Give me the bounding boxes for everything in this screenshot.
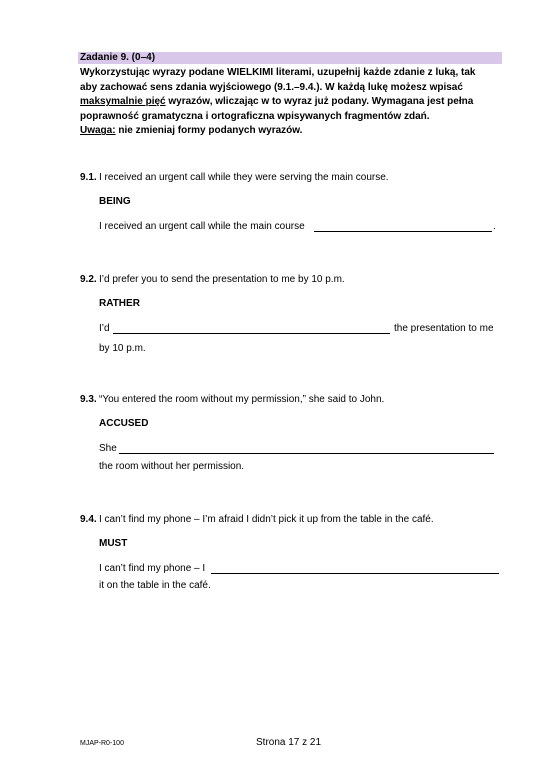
document-code: MJAP-R0-100	[80, 740, 124, 747]
question-number: 9.1.	[80, 172, 97, 183]
question-keyword: ACCUSED	[99, 418, 149, 429]
instruction-line: maksymalnie pięć wyrazów, wliczając w to wyraz już podany. Wymagana jest pełna	[80, 96, 474, 108]
question-keyword: BEING	[99, 196, 131, 207]
gap-text-after: the presentation to me	[394, 323, 494, 334]
question-number: 9.4.	[80, 514, 97, 525]
instruction-line: aby zachować sens zdania wyjściowego (9.1.–9.4.). W każdą lukę możesz wpisać	[80, 81, 463, 93]
instruction-line: poprawność gramatyczna i ortograficzna wpisywanych fragmentów zdań.	[80, 110, 430, 122]
question-number: 9.2.	[80, 274, 97, 285]
gap-text-after: .	[493, 221, 496, 232]
question-sentence: I’d prefer you to send the presentation to me by 10 p.m.	[99, 274, 345, 285]
note-label: Uwaga:	[80, 125, 116, 137]
instruction-line: Wykorzystując wyrazy podane WIELKIMI literami, uzupełnij każde zdanie z luką, tak	[80, 67, 476, 78]
gap-text-before: I can’t find my phone – I	[99, 563, 206, 574]
task-instructions	[80, 66, 500, 139]
gap-text-before: She	[99, 443, 117, 454]
page-number: Strona 17 z 21	[256, 737, 322, 748]
question-sentence: I can’t find my phone – I’m afraid I didn’t pick it up from the table in the café.	[99, 514, 434, 525]
instruction-note: Uwaga: nie zmieniaj formy podanych wyrazów.	[80, 125, 303, 137]
question-keyword: MUST	[99, 538, 128, 549]
gap-text-continuation: it on the table in the café.	[99, 580, 211, 591]
answer-gap-line[interactable]	[113, 333, 390, 334]
question-sentence: I received an urgent call while they were serving the main course.	[99, 172, 389, 183]
answer-gap-line[interactable]	[119, 453, 494, 454]
gap-text-continuation: by 10 p.m.	[99, 343, 146, 354]
task-title: Zadanie 9. (0–4)	[80, 52, 156, 63]
gap-text-continuation: the room without her permission.	[99, 461, 245, 472]
instruction-emphasis: maksymalnie pięć	[80, 96, 166, 108]
question-number: 9.3.	[80, 394, 97, 405]
gap-text-before: I received an urgent call while the main course	[99, 221, 305, 232]
gap-text-before: I’d	[99, 323, 110, 334]
answer-gap-line[interactable]	[314, 231, 492, 232]
question-keyword: RATHER	[99, 298, 140, 309]
question-sentence: “You entered the room without my permission,” she said to John.	[99, 394, 385, 405]
answer-gap-line[interactable]	[211, 573, 499, 574]
